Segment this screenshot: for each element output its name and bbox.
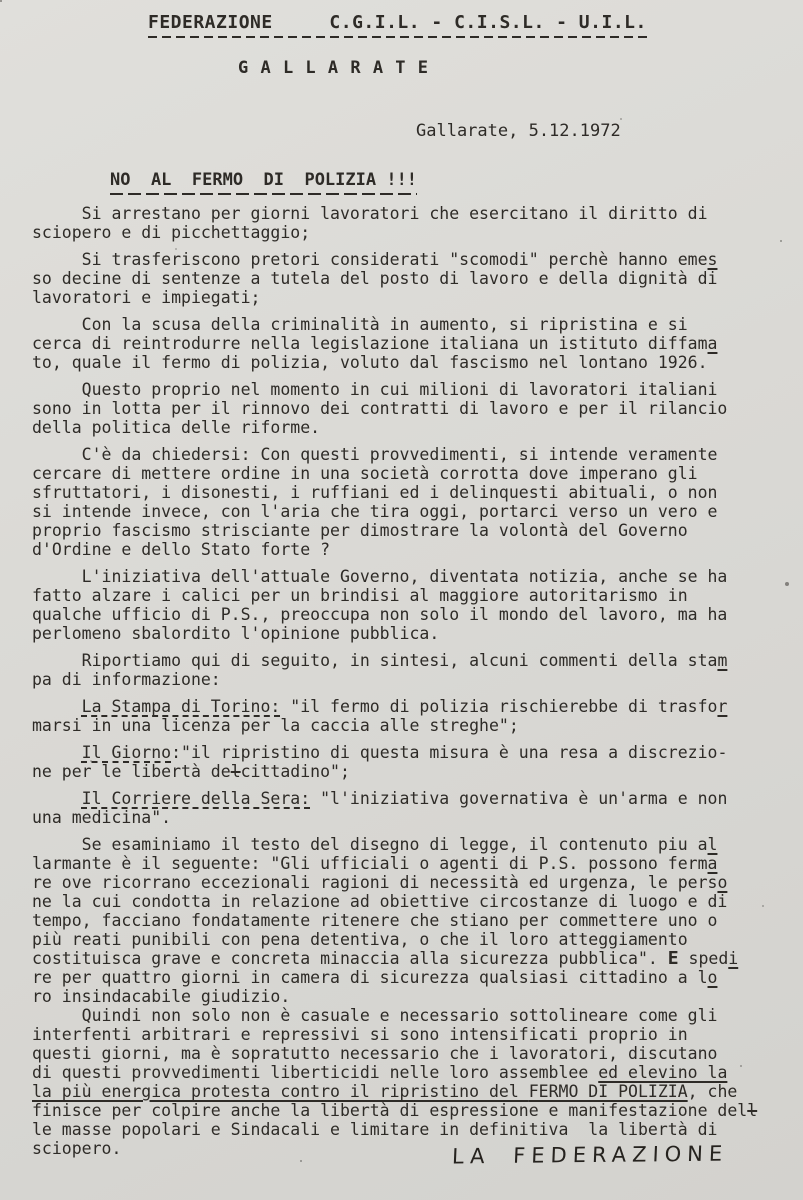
text-segment: , che: [687, 1082, 738, 1101]
text-line: [32, 223, 782, 242]
underlined-text: ed elevino la: [598, 1063, 728, 1082]
text-line: [32, 1006, 782, 1025]
underlined-text: s: [707, 250, 718, 269]
paragraph: [32, 697, 782, 735]
text-line: [32, 464, 782, 483]
text-segment: ne per le libertà de: [32, 762, 231, 781]
text-segment: to, quale il fermo di polizia, voluto dal fascismo nel lontano 1926.: [32, 353, 708, 372]
text-line: [32, 930, 782, 949]
text-segment: della politica delle riforme.: [32, 418, 321, 437]
text-segment: sfruttatori, i disonesti, i ruffiani ed i delinquesti abituali, o non: [32, 483, 718, 502]
text-segment: marsi in una licenza per la caccia alle streghe";: [32, 716, 519, 735]
text-segment: sped: [678, 949, 729, 968]
text-segment: [32, 697, 82, 716]
underlined-text: a: [707, 854, 718, 873]
text-segment: "l'iniziativa governativa è un'arma e non: [310, 789, 728, 808]
underlined-text: m: [717, 651, 728, 670]
text-segment: proprio fascismo strisciante per dimostrare la volontà del Governo: [32, 521, 688, 540]
text-line: [32, 789, 782, 808]
text-segment: questi giorni, ma è sopratutto necessario che i lavoratori, discutano: [32, 1044, 718, 1063]
underlined-text: Il Corriere della Sera:: [81, 789, 311, 808]
text-segment: tempo, facciano fondatamente ritenere che stiano per commettere uno o: [32, 911, 718, 930]
underlined-text: La Stampa di Torino:: [81, 697, 281, 716]
text-line: [32, 399, 782, 418]
text-segment: Se esaminiamo il testo del disegno di legge, il contenuto piu a: [32, 835, 708, 854]
paper-specks: [0, 0, 1, 1]
text-segment: ro insindacabile giudizio.: [32, 987, 291, 1006]
text-segment: [32, 743, 82, 762]
paragraph: [32, 380, 782, 437]
text-segment: d'Ordine e dello Stato forte ?: [32, 540, 331, 559]
underlined-text: la più energica protesta contro il ripristino del: [32, 1082, 529, 1101]
text-line: [32, 1120, 782, 1139]
text-segment: [32, 789, 82, 808]
paragraph: [32, 743, 782, 781]
text-segment: re per quattro giorni in camera di sicurezza qualsiasi cittadino a l: [32, 968, 708, 987]
paragraph: [32, 789, 782, 827]
paragraph: [32, 567, 782, 643]
text-line: [32, 315, 782, 334]
text-segment: si intende invece, con l'aria che tira oggi, portarci verso un vero e: [32, 502, 718, 521]
paragraph: [32, 1006, 782, 1158]
text-segment: L'iniziativa dell'attuale Governo, diventata notizia, anche se ha: [32, 567, 728, 586]
text-segment: Questo proprio nel momento in cui milioni di lavoratori italiani: [32, 380, 718, 399]
text-line: [32, 697, 782, 716]
paragraph: [32, 315, 782, 372]
text-segment: cittadino";: [240, 762, 350, 781]
text-line: [32, 380, 782, 399]
underlined-text: l: [707, 835, 718, 854]
text-line: [32, 605, 782, 624]
underlined-text: r: [717, 697, 728, 716]
signature-handwritten: LA FEDERAZIONE: [451, 1141, 729, 1169]
text-line: [32, 716, 782, 735]
dateline: Gallarate, 5.12.1972: [416, 121, 621, 141]
text-segment: una medicina".: [32, 808, 172, 827]
text-segment: ne la cui condotta in relazione ad obiettive circostanze di luogo e di: [32, 892, 728, 911]
text-segment: re ove ricorrano eccezionali ragioni di necessità ed urgenza, le pers: [32, 873, 718, 892]
text-line: [32, 762, 782, 781]
text-line: [32, 1101, 782, 1120]
text-segment: sono in lotta per il rinnovo dei contratti di lavoro e per il rilancio: [32, 399, 728, 418]
text-line: [32, 651, 782, 670]
text-line: [32, 269, 782, 288]
text-segment: Si trasferiscono pretori considerati "scomodi" perchè hanno eme: [32, 250, 708, 269]
paragraph: [32, 250, 782, 307]
text-segment: cerca di reintrodurre nella legislazione italiana un istituto diffam: [32, 334, 708, 353]
text-line: [32, 892, 782, 911]
underlined-text: a: [707, 334, 718, 353]
paragraph: [32, 835, 782, 1006]
underlined-text: o: [707, 968, 718, 987]
text-line: [32, 540, 782, 559]
paragraph: [32, 204, 782, 242]
underlined-text: i: [728, 949, 739, 968]
text-line: [32, 1063, 782, 1082]
text-segment: Con la scusa della criminalità in aumento, si ripristina e si: [32, 315, 688, 334]
text-line: [32, 987, 782, 1006]
text-line: [32, 835, 782, 854]
underlined-text: Il Giorno: [81, 743, 172, 762]
text-segment: larmante è il seguente: "Gli ufficiali o agenti di P.S. possono ferm: [32, 854, 708, 873]
text-segment: di questi provvedimenti liberticidi nelle loro assemblee: [32, 1063, 599, 1082]
paragraph: [32, 445, 782, 559]
text-line: [32, 586, 782, 605]
text-line: [32, 204, 782, 223]
text-segment: cercare di mettere ordine in una società corrotta dove imperano gli: [32, 464, 698, 483]
text-segment: qualche ufficio di P.S., preoccupa non solo il mondo del lavoro, ma ha: [32, 605, 728, 624]
text-line: [32, 624, 782, 643]
text-line: [32, 567, 782, 586]
text-line: [32, 670, 782, 689]
text-line: [32, 521, 782, 540]
document-title: NO AL FERMO DI POLIZIA !!!: [110, 170, 417, 195]
text-line: [32, 445, 782, 464]
text-segment: Si arrestano per giorni lavoratori che esercitano il diritto di: [32, 204, 708, 223]
document-body: [32, 204, 782, 1166]
text-line: [32, 808, 782, 827]
text-segment: perlomeno sbalordito l'opinione pubblica.: [32, 624, 440, 643]
text-line: [32, 854, 782, 873]
text-line: [32, 250, 782, 269]
text-segment: :"il ripristino di questa misura è una resa a discrezio-: [171, 743, 728, 762]
text-line: [32, 968, 782, 987]
text-line: [32, 743, 782, 762]
text-line: [32, 418, 782, 437]
text-line: [32, 949, 782, 968]
text-segment: lavoratori e impiegati;: [32, 288, 261, 307]
underlined-text: o: [717, 873, 728, 892]
text-segment: sciopero.: [32, 1139, 122, 1158]
text-segment: più reati punibili con pena detentiva, o che il loro atteggiamento: [32, 930, 688, 949]
text-line: [32, 911, 782, 930]
text-segment: interfenti arbitrari e repressivi si sono intensificati proprio in: [32, 1025, 688, 1044]
text-segment: finisce per colpire anche la libertà di espressione e manifestazione del: [32, 1101, 748, 1120]
text-line: [32, 353, 782, 372]
text-line: [32, 502, 782, 521]
underlined-text: FERMO DI POLIZIA: [528, 1082, 688, 1101]
text-segment: Quindi non solo non è casuale e necessario sottolineare come gli: [32, 1006, 718, 1025]
text-segment: fatto alzare i calici per un brindisi al maggiore autoritarismo in: [32, 586, 688, 605]
text-segment: Riportiamo qui di seguito, in sintesi, alcuni commenti della sta: [32, 651, 718, 670]
city-subtitle: G A L L A R A T E: [238, 58, 429, 78]
text-line: [32, 1044, 782, 1063]
text-line: [32, 288, 782, 307]
struck-text: l: [230, 762, 241, 781]
text-line: [32, 873, 782, 892]
text-segment: le masse popolari e Sindacali e limitare in definitiva la libertà di: [32, 1120, 718, 1139]
text-segment: so decine di sentenze a tutela del posto di lavoro e della dignità di: [32, 269, 718, 288]
text-segment: sciopero e di picchettaggio;: [32, 223, 311, 242]
org-title: FEDERAZIONE C.G.I.L. - C.I.S.L. - U.I.L.: [148, 12, 647, 38]
struck-text: l: [747, 1101, 758, 1120]
text-segment: pa di informazione:: [32, 670, 221, 689]
text-line: [32, 1082, 782, 1101]
text-segment: E: [667, 948, 679, 969]
text-line: [32, 334, 782, 353]
text-line: [32, 1025, 782, 1044]
paragraph: [32, 651, 782, 689]
text-segment: "il fermo di polizia rischierebbe di trasfo: [280, 697, 718, 716]
text-line: [32, 483, 782, 502]
text-segment: costituisca grave e concreta minaccia alla sicurezza pubblica".: [32, 949, 668, 968]
text-segment: C'è da chiedersi: Con questi provvedimenti, si intende veramente: [32, 445, 718, 464]
